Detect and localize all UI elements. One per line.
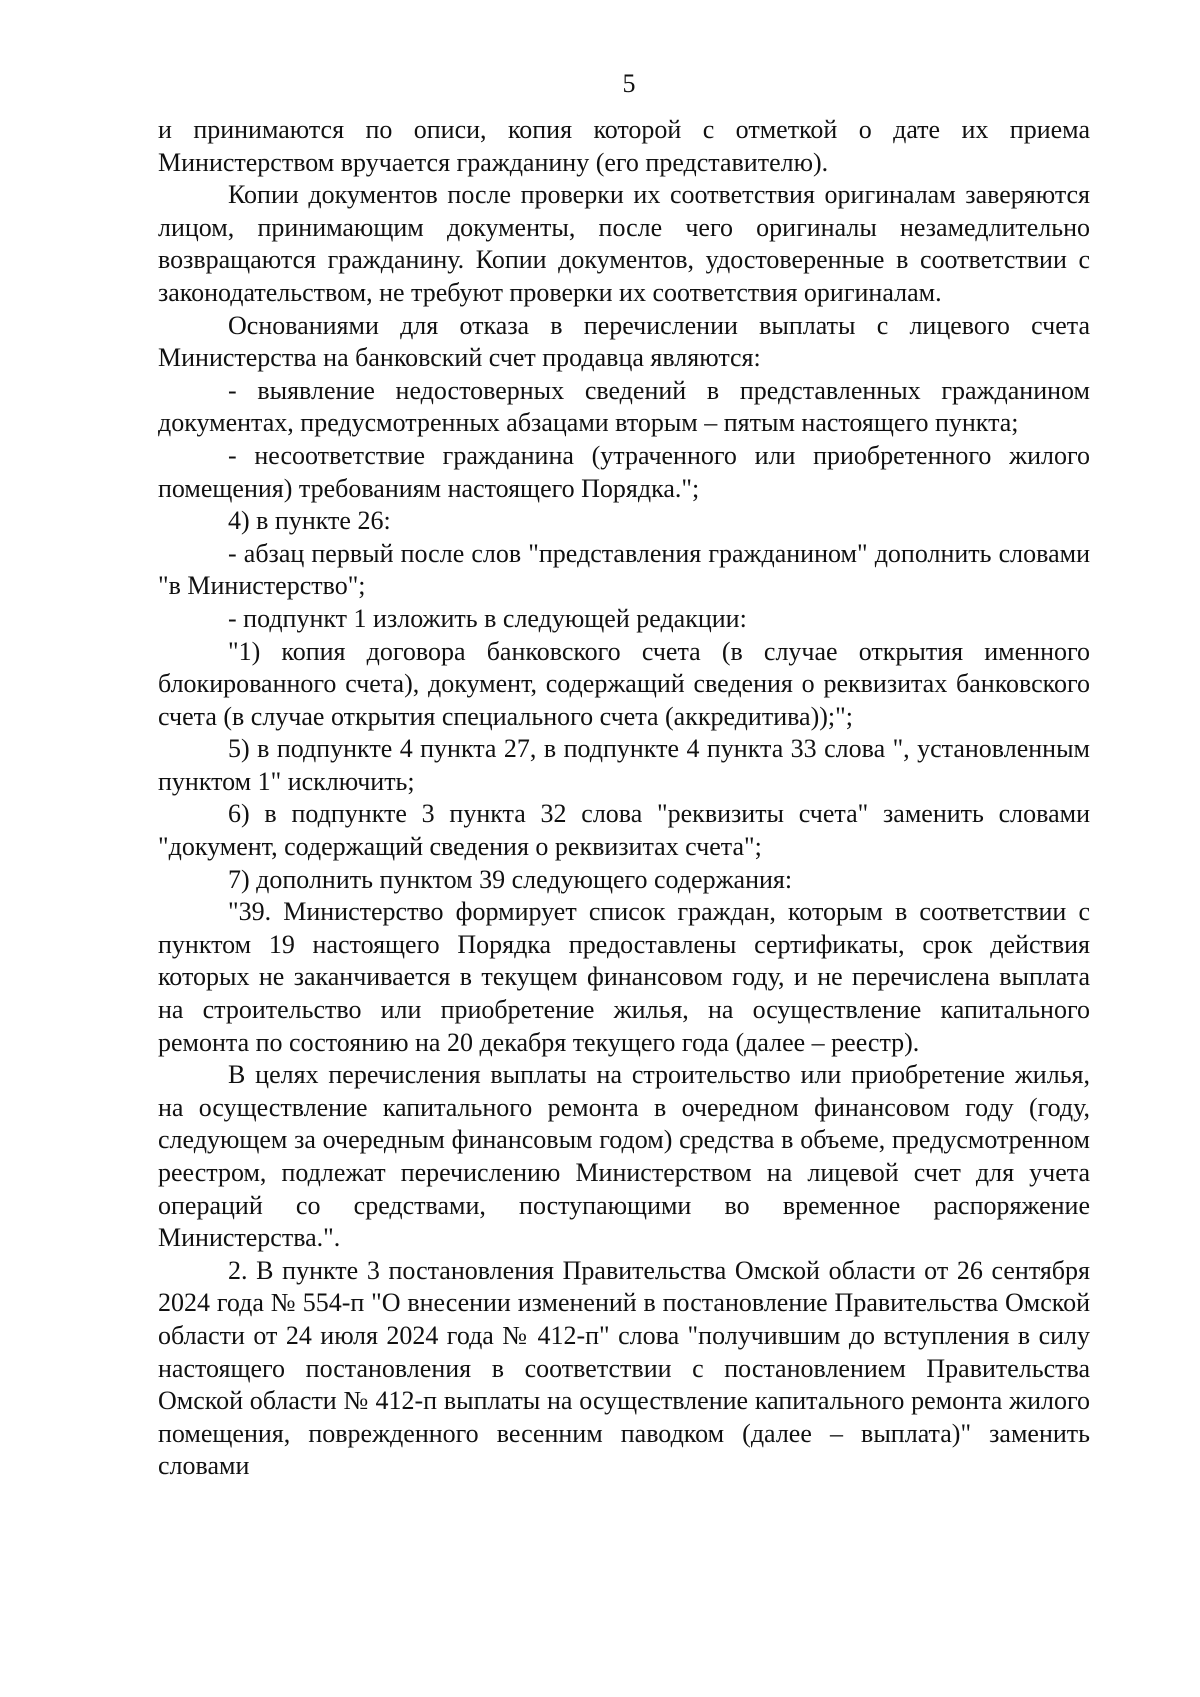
paragraph: 5) в подпункте 4 пункта 27, в подпункте 4 пункта 33 слова ", установленным пунктом 1" исключить; — [158, 734, 1090, 796]
paragraph: - подпункт 1 изложить в следующей редакции: — [228, 603, 747, 633]
paragraph: и принимаются по описи, копия которой с отметкой о дате их приема Министерством вручается гражданину (его представителю). — [158, 115, 1090, 177]
document-page — [158, 68, 1090, 1483]
paragraph: Основаниями для отказа в перечислении выплаты с лицевого счета Министерства на банковский счет продавца являются: — [158, 310, 1090, 373]
document-body — [158, 114, 1090, 1483]
paragraph: 2. В пункте 3 постановления Правительства Омской области от 26 сентября 2024 года № 554-п "О внесении изменений в постановление Правительства Омской области от 24 июля 2024 года № 412-п" слова "получившим до вступления в силу настоящего постановления в соответствии с постановлением Правительства Омской области № 412-п выплаты на осуществление капитального ремонта жилого помещения, поврежденного весенним паводком (далее – выплата)" заменить словами — [158, 1255, 1090, 1481]
paragraph: В целях перечисления выплаты на строительство или приобретение жилья, на осуществление капитального ремонта в очередном финансовом году (году, следующем за очередным финансовым годом) средства в объеме, предусмотренном реестром, подлежат перечислению Министерством на лицевой счет для учета операций со средствами, поступающими во временное распоряжение Министерства.". — [158, 1060, 1090, 1253]
paragraph: - абзац первый после слов "представления гражданином" дополнить словами "в Министерство"; — [158, 538, 1090, 601]
paragraph: "39. Министерство формирует список граждан, которым в соответствии с пунктом 19 настоящего Порядка предоставлены сертификаты, срок действия которых не заканчивается в текущем финансовом году, и не перечислена выплата на строительство или приобретение жилья, на осуществление капитального ремонта по состоянию на 20 декабря текущего года (далее – реестр). — [158, 897, 1090, 1057]
paragraph: - выявление недостоверных сведений в представленных гражданином документах, предусмотренных абзацами вторым – пятым настоящего пункта; — [158, 375, 1090, 438]
paragraph: 7) дополнить пунктом 39 следующего содержания: — [228, 864, 793, 894]
paragraph: 4) в пункте 26: — [228, 506, 391, 536]
page-number: 5 — [622, 69, 636, 98]
paragraph: 6) в подпункте 3 пункта 32 слова "реквизиты счета" заменить словами "документ, содержащий сведения о реквизитах счета"; — [158, 799, 1090, 862]
paragraph: "1) копия договора банковского счета (в случае открытия именного блокированного счета), документ, содержащий сведения о реквизитах банковского счета (в случае открытия специального счета (аккредитива));"; — [158, 636, 1090, 731]
paragraph: - несоответствие гражданина (утраченного или приобретенного жилого помещения) требованиям настоящего Порядка."; — [158, 440, 1090, 503]
paragraph: Копии документов после проверки их соответствия оригиналам заверяются лицом, принимающим документы, после чего оригиналы незамедлительно возвращаются гражданину. Копии документов, удостоверенные в соответствии с законодательством, не требуют проверки их соответствия оригиналам. — [158, 180, 1090, 307]
